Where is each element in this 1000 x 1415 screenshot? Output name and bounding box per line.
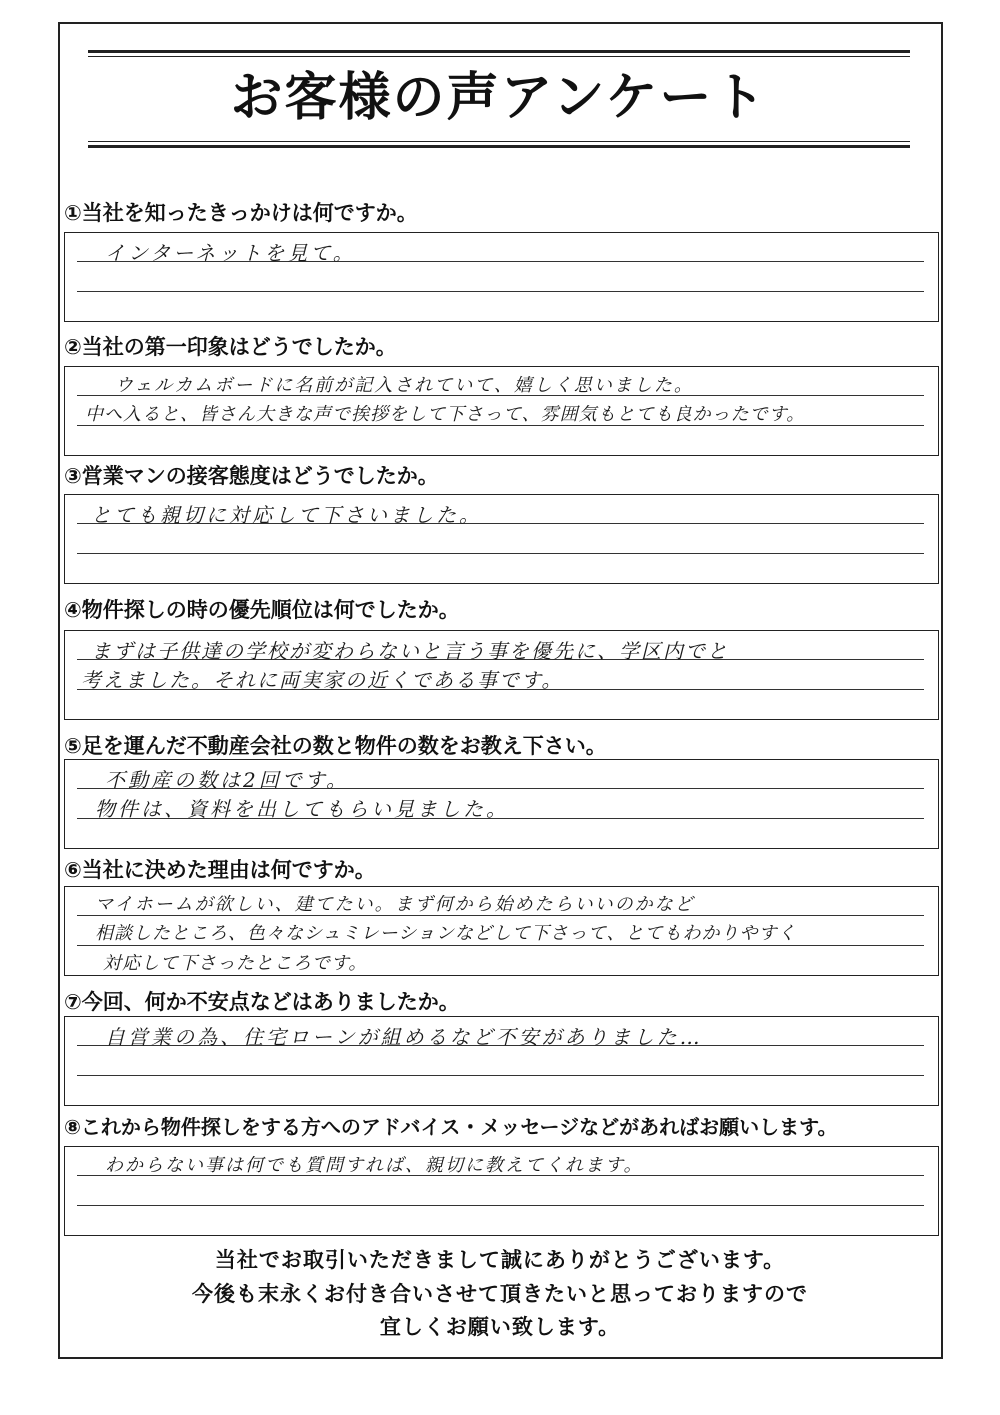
question-8-label: ⑧これから物件探しをする方へのアドバイス・メッセージなどがあればお願いします。 xyxy=(64,1115,838,1139)
title-rule-top-thin xyxy=(88,56,910,57)
question-3-label: ③営業マンの接客態度はどうでしたか。 xyxy=(64,464,439,488)
answer-box-8 xyxy=(64,1146,939,1236)
answer-box-2 xyxy=(64,366,939,456)
question-1-label: ①当社を知ったきっかけは何ですか。 xyxy=(64,201,418,225)
answer-1-line-1: インターネットを見て。 xyxy=(105,241,356,265)
answer-box-1 xyxy=(64,232,939,322)
answer-box-4 xyxy=(64,630,939,720)
answer-6-line-1: マイホームが欲しい、建てたい。まず何から始めたらいいのかなど xyxy=(95,894,695,915)
answer-2-line-2: 中へ入ると、皆さん大きな声で挨拶をして下さって、雰囲気もとても良かったです。 xyxy=(85,404,806,425)
question-2-label: ②当社の第一印象はどうでしたか。 xyxy=(64,335,397,359)
title-rule-bottom xyxy=(88,145,910,148)
question-7-label: ⑦今回、何か不安点などはありましたか。 xyxy=(64,990,460,1014)
answer-box-7 xyxy=(64,1016,939,1106)
answer-8-line-1: わからない事は何でも質問すれば、親切に教えてくれます。 xyxy=(105,1155,644,1176)
answer-5-line-1: 不動産の数は2回です。 xyxy=(105,768,350,792)
answer-5-line-2: 物件は、資料を出してもらい見ました。 xyxy=(95,797,509,821)
answer-3-line-1: とても親切に対応して下さいました。 xyxy=(91,503,482,527)
answer-6-line-2: 相談したところ、色々なシュミレーションなどして下さって、とてもわかりやすく xyxy=(95,923,797,944)
closing-line-2: 今後も末永くお付き合いさせて頂きたいと思っておりますので xyxy=(192,1282,808,1306)
answer-box-3 xyxy=(64,494,939,584)
closing-line-1: 当社でお取引いただきまして誠にありがとうございます。 xyxy=(214,1248,786,1272)
answer-7-line-1: 自営業の為、住宅ローンが組めるなど不安がありました… xyxy=(105,1025,703,1049)
question-6-label: ⑥当社に決めた理由は何ですか。 xyxy=(64,858,376,882)
answer-box-6 xyxy=(64,886,939,976)
page-title: お客様の声アンケート xyxy=(230,68,768,128)
question-4-label: ④物件探しの時の優先順位は何でしたか。 xyxy=(64,598,460,622)
answer-6-line-3: 対応して下さったところです。 xyxy=(103,953,368,974)
answer-2-line-1: ウェルカムボードに名前が記入されていて、嬉しく思いました。 xyxy=(115,375,694,396)
title-rule-bottom-thin xyxy=(88,141,910,142)
closing-line-3: 宜しくお願い致します。 xyxy=(379,1315,621,1339)
answer-4-line-2: 考えました。それに両実家の近くである事です。 xyxy=(81,668,564,692)
question-5-label: ⑤足を運んだ不動産会社の数と物件の数をお教え下さい。 xyxy=(64,734,607,758)
answer-box-5 xyxy=(64,759,939,849)
title-rule-top xyxy=(88,50,910,53)
answer-4-line-1: まずは子供達の学校が変わらないと言う事を優先に、学区内でと xyxy=(91,639,729,663)
